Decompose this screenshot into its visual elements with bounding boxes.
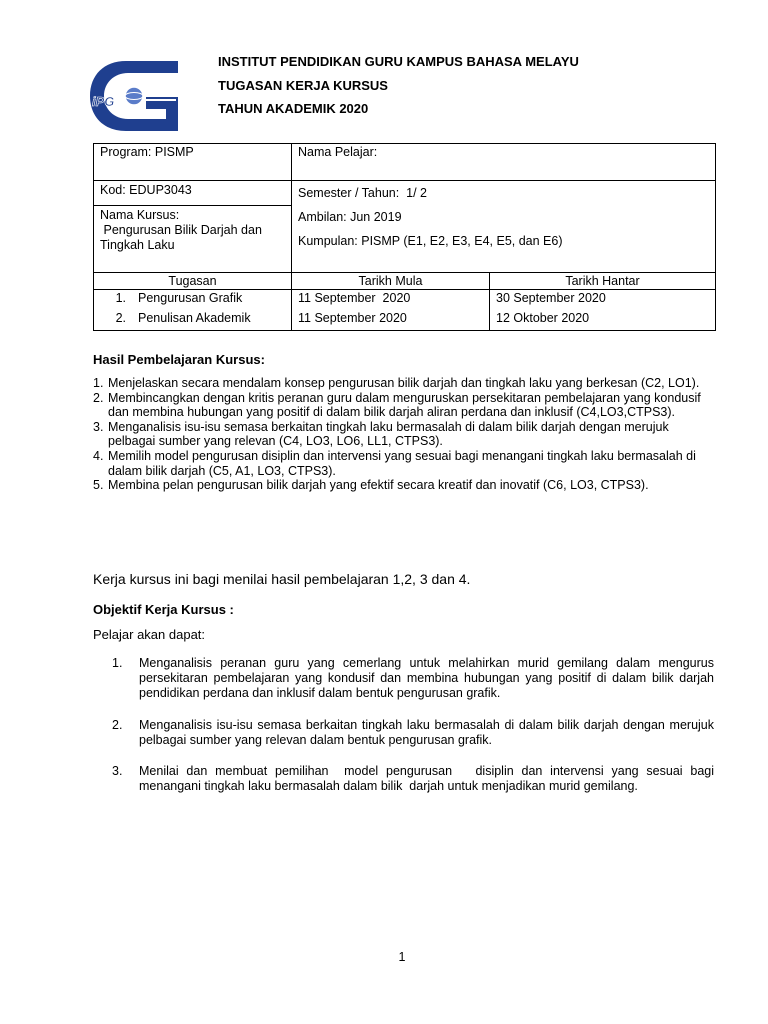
- objectives-intro: Pelajar akan dapat:: [93, 627, 206, 642]
- task-number: 2.: [115, 311, 126, 325]
- learning-outcomes-list: [93, 376, 715, 493]
- table-row: [94, 310, 716, 331]
- list-item: 2. Menganalisis isu-isu semasa berkaitan tingkah laku bermasalah di dalam bilik darjah dengan merujuk pelbagai sumber yang relevan dalam bentuk pengurusan grafik.: [112, 717, 714, 747]
- course-info-table: [93, 143, 716, 331]
- group: Kumpulan: PISMP (E1, E2, E3, E4, E5, dan E6): [298, 234, 563, 248]
- semester-year: Semester / Tahun: 1/ 2: [298, 186, 428, 200]
- logo-text: iPG: [92, 94, 115, 109]
- task-name: Pengurusan Grafik: [138, 291, 243, 305]
- objectives-heading: Objektif Kerja Kursus :: [93, 602, 234, 617]
- header-tarikh-mula: Tarikh Mula: [292, 273, 490, 290]
- learning-outcomes-heading: Hasil Pembelajaran Kursus:: [93, 352, 265, 367]
- student-name-cell: Nama Pelajar:: [292, 144, 716, 181]
- course-name-label: Nama Kursus:: [100, 208, 180, 222]
- course-code: Kod: EDUP3043: [94, 181, 291, 206]
- course-name-value: Pengurusan Bilik Darjah dan Tingkah Laku: [100, 223, 266, 252]
- task-due-date: 30 September 2020: [490, 290, 716, 311]
- list-item: 1. Menjelaskan secara mendalam konsep pengurusan bilik darjah dan tingkah laku yang berkesan (C2, LO1).: [93, 376, 700, 390]
- task-start-date: 11 September 2020: [292, 310, 490, 331]
- list-item: 2. Membincangkan dengan kritis peranan guru dalam menguruskan persekitaran pembelajaran yang kondusif dan membina hubungan yang positif di dalam bilik darjah aliran perdana dan inklusif (C4,LO3,CTPS3).: [93, 390, 701, 420]
- institution-title: INSTITUT PENDIDIKAN GURU KAMPUS BAHASA MELAYU: [218, 54, 579, 69]
- list-item: 5. Membina pelan pengurusan bilik darjah yang efektif secara kreatif dan inovatif (C6, LO3, CTPS3).: [93, 478, 649, 493]
- program-cell: Program: PISMP: [94, 144, 292, 181]
- task-start-date: 11 September 2020: [292, 290, 490, 311]
- objectives-list: [112, 656, 718, 810]
- page-number: 1: [398, 950, 406, 964]
- document-header: [218, 50, 579, 121]
- semester-cell: [292, 181, 716, 273]
- list-item: 1. Menganalisis peranan guru yang cemerlang untuk melahirkan murid gemilang dalam mengurus persekitaran pembelajaran yang kondusif dan membina hubungan yang positif di dalam bilik darjah pendidikan perdana dan inklusif dalam bentuk pengurusan grafik.: [112, 656, 714, 701]
- course-cell: [94, 181, 292, 273]
- task-due-date: 12 Oktober 2020: [490, 310, 716, 331]
- list-item: 3. Menilai dan membuat pemilihan model pengurusan disiplin dan intervensi yang sesuai bagi menangani tingkah laku bermasalah dalam bilik darjah untuk menjadikan murid gemilang.: [112, 764, 718, 794]
- list-item: 3. Menganalisis isu-isu semasa berkaitan tingkah laku bermasalah di dalam bilik darjah dengan merujuk pelbagai sumber yang relevan (C4, LO3, LO6, LL1, CTPS3).: [93, 419, 669, 449]
- header-tugasan: Tugasan: [94, 273, 292, 290]
- academic-year: TAHUN AKADEMIK 2020: [218, 101, 369, 116]
- intake: Ambilan: Jun 2019: [298, 210, 402, 224]
- table-row: [94, 290, 716, 311]
- task-number: 1.: [115, 291, 126, 305]
- assessment-statement: Kerja kursus ini bagi menilai hasil pembelajaran 1,2, 3 dan 4.: [93, 571, 471, 587]
- ipg-logo-icon: [86, 59, 184, 133]
- list-item: 4. Memilih model pengurusan disiplin dan intervensi yang sesuai bagi menangani tingkah laku bermasalah di dalam bilik darjah (C5, A1, LO3, CTPS3).: [93, 448, 696, 478]
- assignment-title: TUGASAN KERJA KURSUS: [218, 77, 388, 93]
- course-name: [94, 206, 291, 272]
- header-tarikh-hantar: Tarikh Hantar: [490, 273, 716, 290]
- task-name: Penulisan Akademik: [138, 311, 251, 325]
